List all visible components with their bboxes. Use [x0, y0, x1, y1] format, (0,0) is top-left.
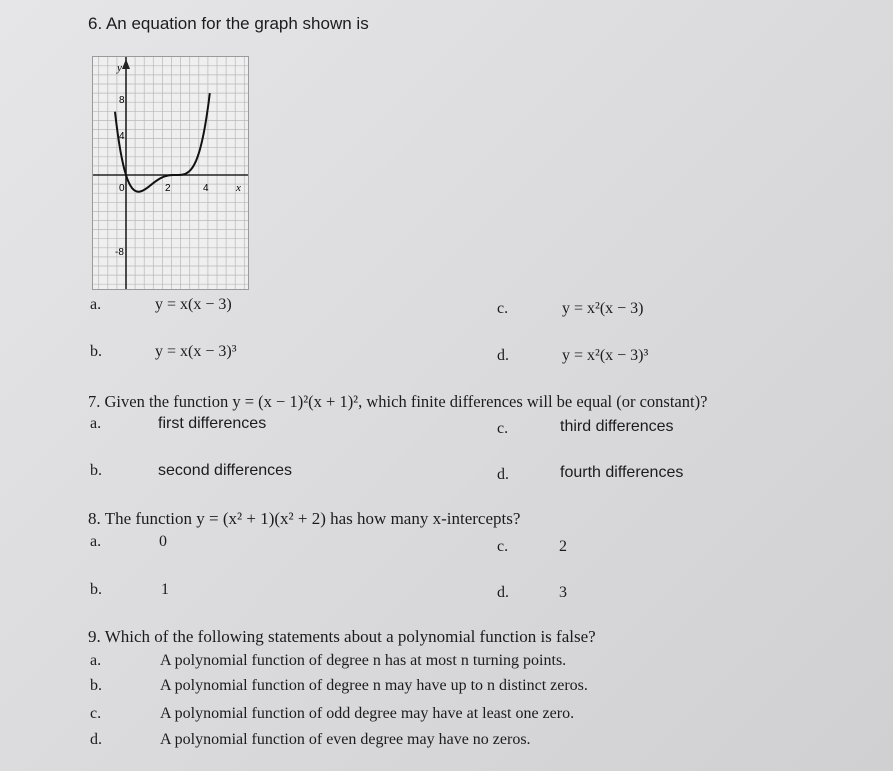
- q6-option-b-letter: b.: [90, 343, 102, 360]
- q6-option-a-letter: a.: [90, 296, 102, 313]
- q6-option-d-text: y = x²(x − 3)³: [562, 347, 649, 364]
- q6-graph: [92, 56, 249, 290]
- tick-y-neg8: -8: [115, 247, 124, 258]
- q7-option-d-text: fourth differences: [560, 464, 684, 481]
- q9-option-b-letter: b.: [90, 677, 102, 694]
- y-axis-arrow: [122, 59, 130, 69]
- tick-x-0: 0: [119, 183, 125, 194]
- tick-y-4: 4: [119, 131, 125, 142]
- q8-option-d-letter: d.: [497, 584, 509, 601]
- q7-option-b-text: second differences: [158, 462, 293, 479]
- q7-option-c-letter: c.: [497, 420, 509, 437]
- q9-option-d-text: A polynomial function of even degree may have no zeros.: [160, 731, 531, 748]
- q7-option-a-text: first differences: [158, 415, 267, 432]
- y-axis-label: y: [117, 62, 122, 74]
- q6-option-a-text: y = x(x − 3): [155, 296, 232, 313]
- q7-option-a-letter: a.: [90, 415, 102, 432]
- q8-option-b-text: 1: [161, 581, 169, 598]
- graph-svg: [93, 57, 248, 289]
- q7-option-d-letter: d.: [497, 466, 509, 483]
- q9-question: 9. Which of the following statements about a polynomial function is false?: [88, 627, 596, 646]
- q9-option-c-letter: c.: [90, 705, 102, 722]
- q7-option-b-letter: b.: [90, 462, 102, 479]
- q6-option-c-letter: c.: [497, 300, 509, 317]
- q8-option-d-text: 3: [559, 584, 567, 601]
- tick-x-2: 2: [165, 183, 171, 194]
- x-axis-label: x: [236, 182, 241, 194]
- q9-option-d-letter: d.: [90, 731, 102, 748]
- q9-option-a-letter: a.: [90, 652, 102, 669]
- tick-y-8: 8: [119, 95, 125, 106]
- q6-option-b-text: y = x(x − 3)³: [155, 343, 237, 360]
- q9-option-b-text: A polynomial function of degree n may have up to n distinct zeros.: [160, 677, 588, 694]
- q7-question: 7. Given the function y = (x − 1)²(x + 1)², which finite differences will be equal (or constant)?: [88, 392, 708, 411]
- q6-option-d-letter: d.: [497, 347, 509, 364]
- q9-option-c-text: A polynomial function of odd degree may have at least one zero.: [160, 705, 575, 722]
- q8-option-c-letter: c.: [497, 538, 509, 555]
- q8-question: 8. The function y = (x² + 1)(x² + 2) has how many x-intercepts?: [88, 509, 521, 528]
- q8-option-a-letter: a.: [90, 533, 102, 550]
- q7-option-c-text: third differences: [560, 418, 674, 435]
- tick-x-4: 4: [203, 183, 209, 194]
- q9-option-a-text: A polynomial function of degree n has at most n turning points.: [160, 652, 567, 669]
- q8-option-b-letter: b.: [90, 581, 102, 598]
- q8-option-c-text: 2: [559, 538, 567, 555]
- q8-option-a-text: 0: [159, 533, 167, 550]
- q6-option-c-text: y = x²(x − 3): [562, 300, 644, 317]
- q6-question: 6. An equation for the graph shown is: [88, 14, 369, 33]
